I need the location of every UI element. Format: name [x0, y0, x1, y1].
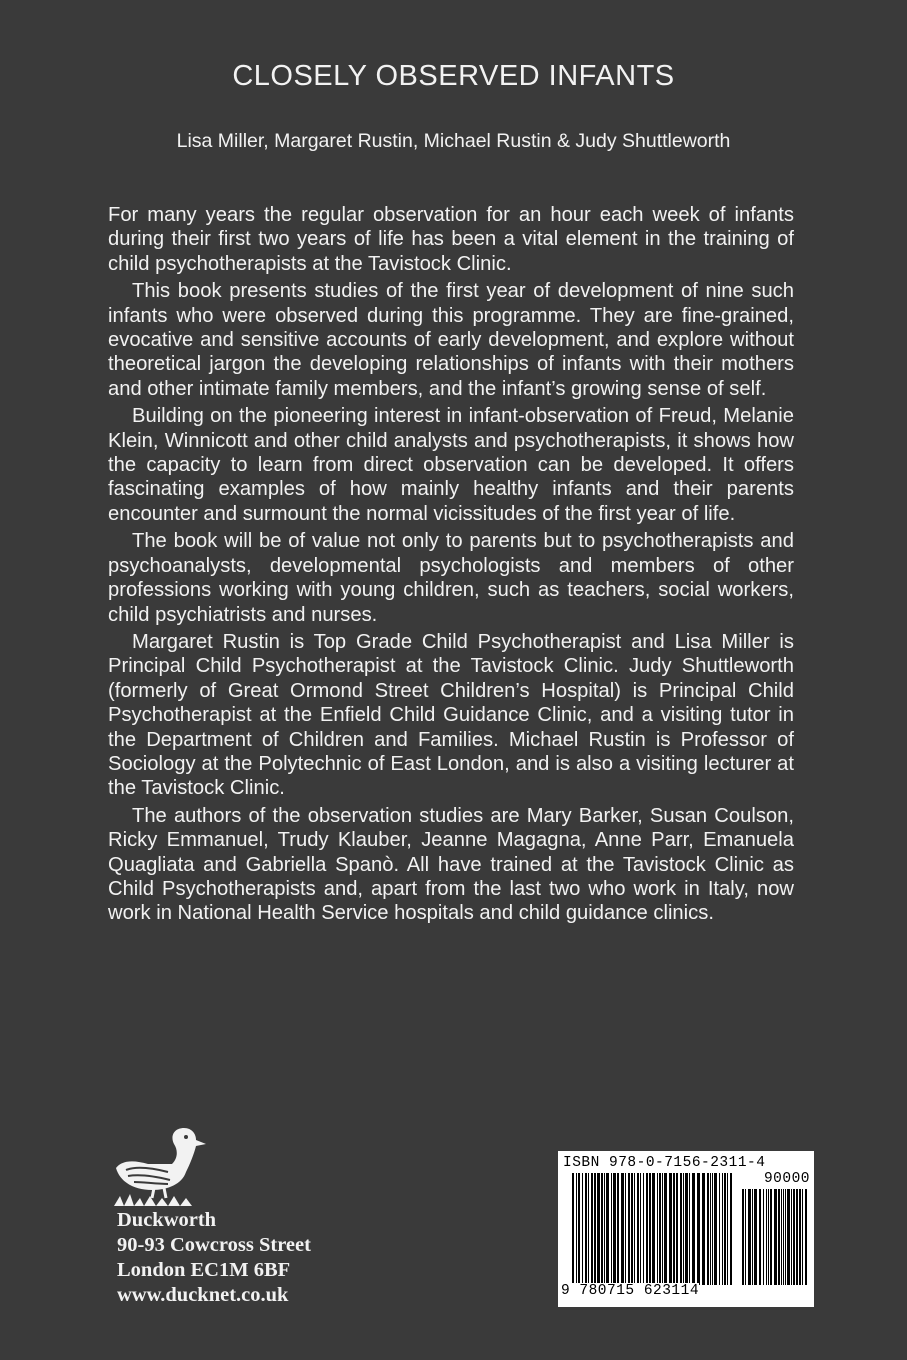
blurb-paragraph: The authors of the observation studies are Mary Barker, Susan Coulson, Ricky Emmanuel, Trudy Klauber, Jeanne Magagna, Anne Parr, Emanuela Quagliata and Gabriella Spanò. All have trained at the Tavistock Clinic as Child Psychotherapists and, apart from the last two who work in Italy, now work in National Health Service hospitals and child guidance clinics.: [108, 804, 794, 925]
barcode-digits: 9 780715 623114: [561, 1283, 700, 1299]
blurb-paragraph: Margaret Rustin is Top Grade Child Psychotherapist and Lisa Miller is Principal Child Psychotherapist at the Tavistock Clinic. Judy Shuttleworth (formerly of Great Ormond Street Children’s Hospital) is Principal Child Psychotherapist at the Enfield Child Guidance Clinic, and a visiting tutor in the Department of Children and Families. Michael Rustin is Professor of Sociology at the Polytechnic of East London, and is also a visiting lecturer at the Tavistock Clinic.: [108, 630, 794, 800]
blurb-paragraph: The book will be of value not only to parents but to psychotherapists and psychoanalysts, developmental psychologists and members of other professions working with young children, such as teachers, social workers, child psychiatrists and nurses.: [108, 530, 794, 626]
blurb-paragraph: For many years the regular observation for an hour each week of infants during their first two years of life has been a vital element in the training of child psychotherapists at the Tavistock Clinic.: [108, 204, 794, 275]
blurb-text: [108, 203, 794, 929]
duck-icon: [112, 1124, 208, 1208]
publisher-address: [117, 1208, 311, 1308]
blurb-paragraph: Building on the pioneering interest in infant-observation of Freud, Melanie Klein, Winnicott and other child analysts and psychotherapists, it shows how the capacity to learn from direct observation can be developed. It offers fascinating examples of how mainly healthy infants and their parents encounter and surmount the normal vicissitudes of the first year of life.: [108, 405, 794, 525]
publisher-street: 90-93 Cowcross Street: [117, 1234, 311, 1256]
book-title: CLOSELY OBSERVED INFANTS: [232, 60, 675, 92]
publisher-website: www.ducknet.co.uk: [117, 1284, 289, 1306]
publisher-city: London EC1M 6BF: [117, 1259, 291, 1281]
price-code: 90000: [763, 1171, 810, 1187]
isbn-barcode: [558, 1151, 814, 1307]
book-authors: Lisa Miller, Margaret Rustin, Michael Rustin & Judy Shuttleworth: [176, 130, 731, 152]
isbn-number: ISBN 978-0-7156-2311-4: [563, 1155, 766, 1171]
publisher-name: Duckworth: [117, 1209, 217, 1231]
barcode-bars: [564, 1173, 808, 1289]
blurb-paragraph: This book presents studies of the first year of development of nine such infants who were observed during this programme. They are fine-grained, evocative and sensitive accounts of early development, and explore without theoretical jargon the developing relationships of infants with their mothers and other intimate family members, and the infant’s growing sense of self.: [108, 280, 794, 400]
